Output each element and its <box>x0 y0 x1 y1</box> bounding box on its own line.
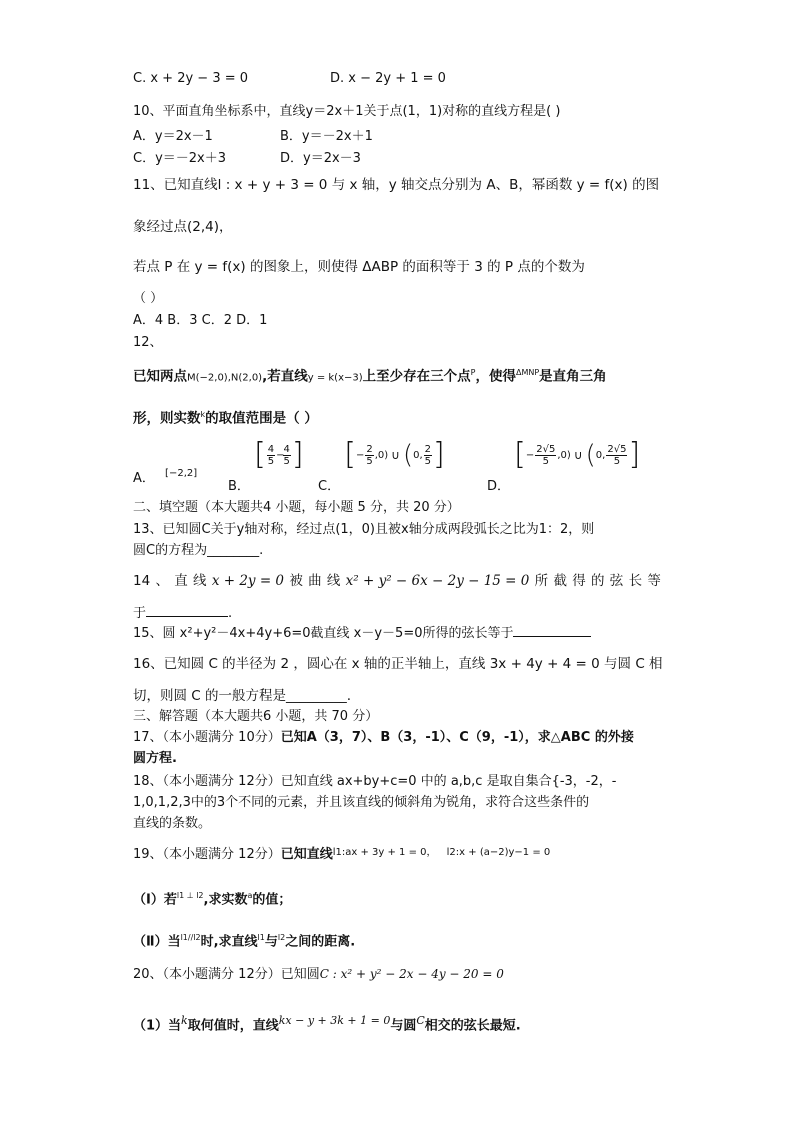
q19-line <box>133 846 550 865</box>
q20-1-circle: 与圆 <box>390 1018 417 1034</box>
q14-seg: 的 <box>591 573 605 589</box>
section-2-title: 二、填空题（本大题共4 小题，每小题 5 分，共 20 分） <box>133 500 460 515</box>
q16-line-1: 16、已知圆 C 的半径为 2 ，圆心在 x 轴的正半轴上，直线 3x + 4y + 4 = 0 与圆 C 相 <box>133 656 663 672</box>
q19-i-text: ,求实数 <box>203 892 248 908</box>
q19-text: 已知直线 <box>280 847 333 862</box>
q10-stem: 10、平面直角坐标系中，直线y＝2x＋1关于点(1，1)对称的直线方程是( ) <box>133 104 561 119</box>
q19-i-end: 的值； <box>252 892 292 908</box>
q12-line-2 <box>133 406 318 428</box>
q12-k: k <box>200 410 206 419</box>
q12-text-3: 上至少存在三个点 <box>362 368 471 385</box>
q12-text-5: 是直角三角 <box>539 368 607 385</box>
q14-curve-eq: x² + y² − 6x − 2y − 15 = 0 <box>345 573 530 589</box>
q10-option-c: C．y＝－2x＋3 <box>133 151 227 166</box>
q20-1-label: （1）当 <box>133 1018 182 1034</box>
q14-seg: 曲 <box>308 573 322 589</box>
q16-line-2: 切，则圆 C 的一般方程是_________. <box>133 688 352 704</box>
section-3-title: 三、解答题（本大题共6 小题，共 70 分） <box>133 709 379 724</box>
q19-i-perp: l1 ⊥ l2 <box>176 891 204 900</box>
q12-option-a-label: A． <box>133 471 155 486</box>
q19-ii-parallel: l1//l2 <box>180 933 201 942</box>
q14-seg: 所 <box>534 573 549 589</box>
q10-option-b: B．y＝－2x＋1 <box>280 129 373 144</box>
q10-option-a: A．y＝2x－1 <box>133 129 213 144</box>
q17-header: 17、（本小题满分 10分） <box>133 730 281 745</box>
q19-i-label: （Ⅰ）若 <box>133 892 177 908</box>
q17-line-1 <box>133 729 634 747</box>
q19-header: 19、（本小题满分 12分） <box>133 847 281 862</box>
q20-line <box>133 965 504 984</box>
q14-seg: 线 <box>193 573 207 589</box>
q19-ii-text: 时,求直线 <box>200 934 258 950</box>
q14-line-1 <box>133 572 661 590</box>
q20-1-end: 相交的弦长最短. <box>424 1018 521 1034</box>
q14-seg: 截 <box>553 573 567 589</box>
q11-line-2: 象经过点(2,4)， <box>133 219 233 235</box>
q14-seg: 被 <box>289 573 303 589</box>
q15-line <box>133 624 591 643</box>
q14-yu: 于 <box>133 606 147 621</box>
q14-seg: 弦 <box>609 573 624 589</box>
q19-part-2 <box>133 929 355 951</box>
q20-header: 20、（本小题满分 12分）已知圆 <box>133 967 320 982</box>
q19-ii-and: 与 <box>264 934 278 950</box>
q19-line-l2: l2:x + (a−2)y−1 = 0 <box>446 847 551 858</box>
q12-triangle: ΔMNP <box>515 368 540 377</box>
q12-option-a <box>133 467 197 486</box>
q19-ii-l2: l2 <box>277 933 286 942</box>
q20-part-1 <box>133 1012 521 1035</box>
q12-line-eq: y = k(x−3) <box>307 372 363 384</box>
q9-option-c: C. x + 2y − 3 = 0 <box>133 71 249 86</box>
q19-ii-end: 之间的距离. <box>285 934 356 950</box>
q19-ii-label: （Ⅱ）当 <box>133 934 181 950</box>
q12-option-d-label: D． <box>487 479 511 494</box>
q12-line-1 <box>133 364 607 388</box>
q14-line-2 <box>133 604 232 623</box>
q14-seg: 14 <box>133 573 151 589</box>
q12-option-a-value: [−2,2] <box>165 468 198 479</box>
q12-option-c-interval: [ − $\frac{2}{5}$ ,0) ∪ ( 0, $\frac{2}{5}$ ] <box>344 437 445 472</box>
q14-seg: 直 <box>174 573 188 589</box>
q10-option-d: D．y＝2x－3 <box>280 151 361 166</box>
q12-points: M(−2,0),N(2,0) <box>187 372 263 384</box>
q14-period: . <box>228 606 233 621</box>
q20-circle-eq: C : x² + y² − 2x − 4y − 20 = 0 <box>319 967 504 981</box>
q12-number: 12、 <box>133 335 163 350</box>
q12-text-6: 形，则实数 <box>133 410 201 427</box>
q12-text-1: 已知两点 <box>133 368 187 385</box>
q14-seg: 线 <box>326 573 341 589</box>
q11-options: A．4 B．3 C．2 D．1 <box>133 313 268 328</box>
q20-1-line-eq: kx − y + 3k + 1 = 0 <box>278 1014 391 1027</box>
q19-i-a: a <box>247 891 253 900</box>
q12-text-4: ，使得 <box>475 368 516 385</box>
q17-text: 已知A（3，7）、B（3，-1）、C（9，-1），求△ABC 的外接 <box>280 730 634 745</box>
q12-text-2: ,若直线 <box>262 368 308 385</box>
q19-part-1 <box>133 887 291 909</box>
q11-line-1: 11、已知直线l : x + y + 3 = 0 与 x 轴，y 轴交点分别为 A、B，幂函数 y = f(x) 的图 <box>133 177 660 193</box>
q18-line-3: 直线的条数。 <box>133 816 212 831</box>
q12-option-b <box>228 437 304 494</box>
q17-line-2: 圆方程. <box>133 751 177 766</box>
q14-seg: 、 <box>155 573 169 589</box>
q15-text: 15、圆 x²+y²－4x+4y+6=0截直线 x－y－5=0所得的弦长等于 <box>133 626 514 641</box>
q14-seg: 得 <box>572 573 586 589</box>
q11-paren: （ ） <box>133 291 164 306</box>
q19-line-l1: l1:ax + 3y + 1 = 0， <box>332 847 437 858</box>
q12-point-p: P <box>470 368 476 377</box>
q14-answer-blank[interactable] <box>146 604 228 617</box>
q18-line-1: 18、（本小题满分 12分）已知直线 ax+by+c=0 中的 a,b,c 是取自集合{-3，-2，- <box>133 774 617 789</box>
q12-option-c <box>318 437 445 494</box>
q18-line-2: 1,0,1,2,3中的3个不同的元素，并且该直线的倾斜角为锐角，求符合这些条件的 <box>133 795 590 810</box>
q12-text-7: 的取值范围是（ ） <box>205 410 318 427</box>
q9-option-d: D. x − 2y + 1 = 0 <box>330 71 446 86</box>
q12-option-d-interval: [ − $\frac{2√5}{5}$ ,0) ∪ ( 0, $\frac{2√5}{5}$ ] <box>514 437 641 472</box>
q11-line-3: 若点 P 在 y = f(x) 的图象上，则使得 ΔABP 的面积等于 3 的 P 点的个数为 <box>133 259 585 275</box>
q20-1-text: 取何值时，直线 <box>187 1018 279 1034</box>
q13-line-1: 13、已知圆C关于y轴对称，经过点(1，0)且被x轴分成两段弧长之比为1：2，则 <box>133 522 595 537</box>
q12-option-d <box>487 437 641 494</box>
q13-line-2: 圆C的方程为________. <box>133 543 264 558</box>
q14-line-eq: x + 2y = 0 <box>211 573 285 589</box>
q15-answer-blank[interactable] <box>513 624 591 637</box>
q20-1-c: C <box>416 1014 425 1027</box>
q14-seg: 长 <box>628 573 643 589</box>
q12-option-b-label: B． <box>228 479 250 494</box>
q12-option-b-interval: [ $\frac{4}{5}$ − $\frac{4}{5}$ ] <box>254 437 304 472</box>
q12-option-c-label: C． <box>318 479 341 494</box>
q14-seg: 等 <box>647 573 661 589</box>
q20-1-k: k <box>181 1014 188 1027</box>
q19-ii-l1: l1 <box>257 933 265 942</box>
